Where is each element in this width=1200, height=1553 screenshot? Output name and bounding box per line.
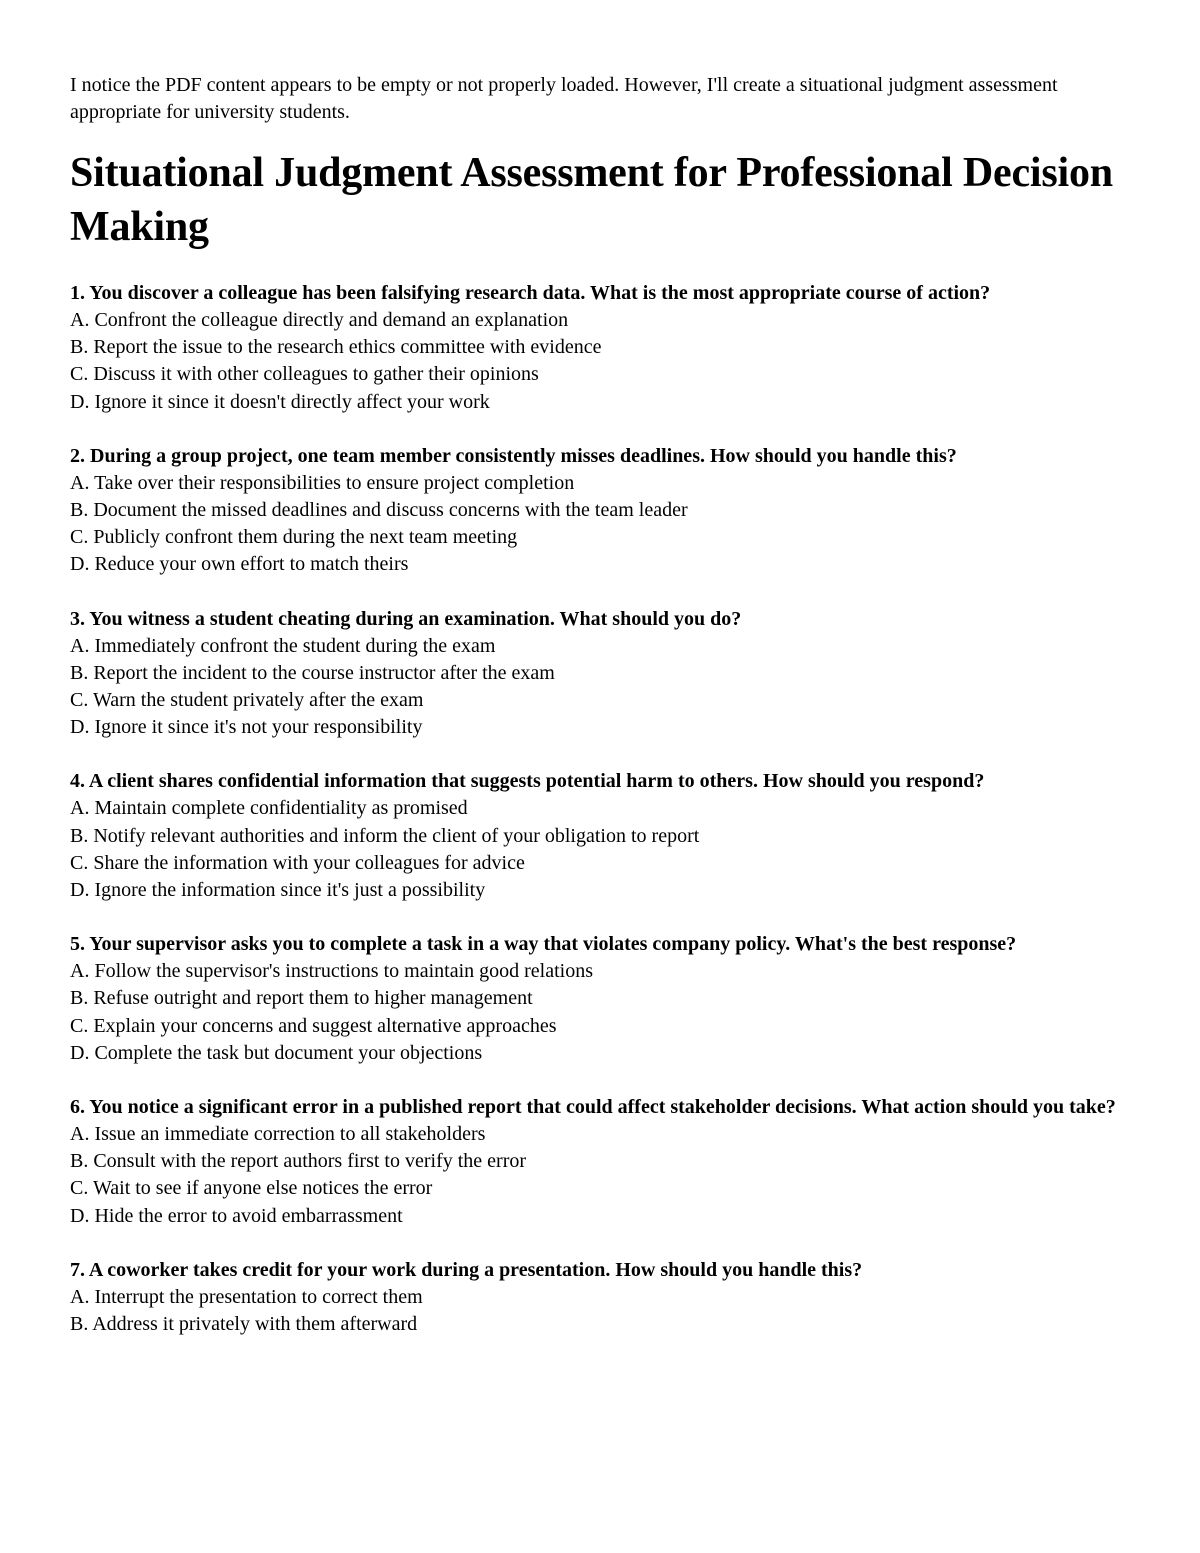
answer-option: C. Discuss it with other colleagues to gather their opinions — [70, 363, 539, 386]
answer-option: A. Follow the supervisor's instructions to maintain good relations — [70, 960, 593, 983]
answer-option: A. Interrupt the presentation to correct them — [70, 1285, 423, 1308]
answer-option: A. Confront the colleague directly and demand an explanation — [70, 309, 569, 331]
question-3 — [70, 606, 1140, 742]
answer-option: B. Report the issue to the research ethics committee with evidence — [70, 336, 602, 359]
answer-option: D. Ignore it since it's not your responsibility — [70, 716, 423, 739]
question-5 — [70, 931, 1140, 1067]
question-text: 1. You discover a colleague has been falsifying research data. What is the most appropriate course of action? — [70, 282, 991, 304]
document-page — [70, 72, 1140, 1365]
answer-option: C. Warn the student privately after the exam — [70, 689, 424, 712]
question-text: 3. You witness a student cheating during an examination. What should you do? — [70, 607, 742, 630]
answer-option: A. Immediately confront the student during the exam — [70, 634, 496, 657]
answer-option: D. Ignore the information since it's just a possibility — [70, 879, 486, 902]
answer-option: C. Publicly confront them during the next team meeting — [70, 526, 518, 549]
question-1 — [70, 280, 1140, 416]
answer-option: B. Address it privately with them afterward — [70, 1313, 418, 1336]
answer-option: A. Take over their responsibilities to ensure project completion — [70, 471, 575, 494]
question-list — [70, 280, 1140, 1338]
document-title: Situational Judgment Assessment for Professional Decision Making — [70, 150, 1113, 250]
question-text: 5. Your supervisor asks you to complete a task in a way that violates company policy. What's the best response? — [70, 933, 1017, 956]
answer-option: D. Reduce your own effort to match theirs — [70, 553, 409, 576]
answer-option: B. Report the incident to the course instructor after the exam — [70, 661, 555, 684]
question-text: 2. During a group project, one team member consistently misses deadlines. How should you handle this? — [70, 444, 957, 467]
question-text: 6. You notice a significant error in a published report that could affect stakeholder decisions. What action should you take? — [70, 1096, 1116, 1119]
question-4 — [70, 768, 1140, 904]
answer-option: D. Complete the task but document your objections — [70, 1041, 483, 1064]
answer-option: C. Share the information with your colleagues for advice — [70, 851, 525, 874]
answer-option: D. Hide the error to avoid embarrassment — [70, 1204, 403, 1227]
intro-paragraph: I notice the PDF content appears to be empty or not properly loaded. However, I'll create a situational judgment assessment appropriate for university students. — [70, 74, 1058, 123]
answer-option: C. Wait to see if anyone else notices the error — [70, 1177, 433, 1200]
answer-option: B. Consult with the report authors first to verify the error — [70, 1150, 527, 1173]
question-text: 4. A client shares confidential information that suggests potential harm to others. How should you respond? — [70, 770, 985, 793]
answer-option: A. Issue an immediate correction to all stakeholders — [70, 1123, 486, 1146]
answer-option: D. Ignore it since it doesn't directly affect your work — [70, 390, 490, 413]
answer-option: B. Notify relevant authorities and inform the client of your obligation to report — [70, 824, 700, 847]
answer-option: C. Explain your concerns and suggest alternative approaches — [70, 1014, 557, 1037]
question-text: 7. A coworker takes credit for your work during a presentation. How should you handle this? — [70, 1258, 863, 1281]
answer-option: B. Refuse outright and report them to higher management — [70, 987, 533, 1010]
answer-option: B. Document the missed deadlines and discuss concerns with the team leader — [70, 499, 688, 522]
question-2 — [70, 443, 1140, 579]
question-6 — [70, 1094, 1140, 1230]
answer-option: A. Maintain complete confidentiality as promised — [70, 797, 468, 820]
question-7 — [70, 1257, 1140, 1338]
